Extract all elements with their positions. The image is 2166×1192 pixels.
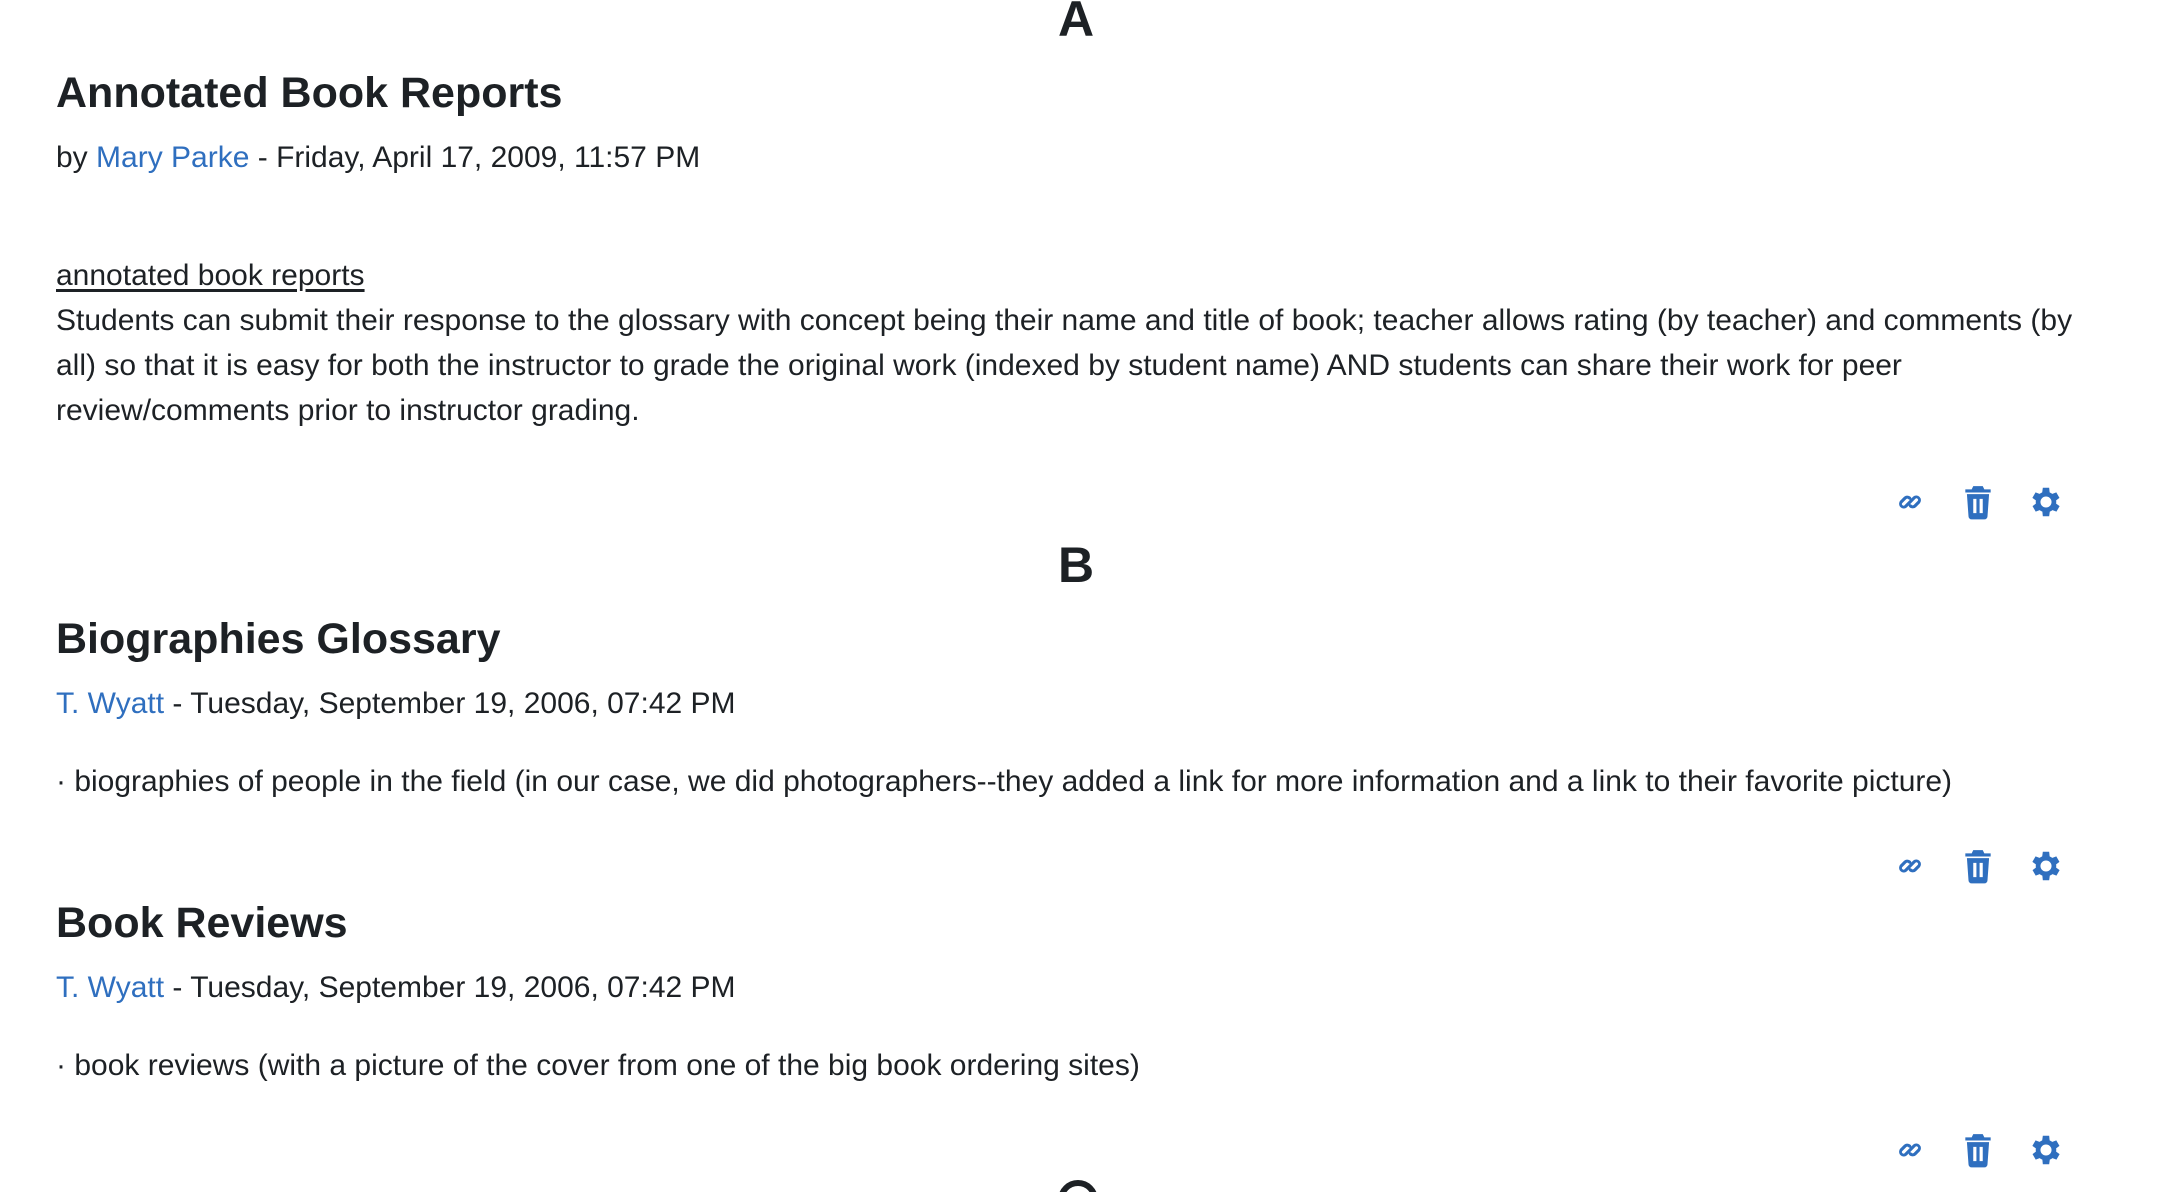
meta-separator: -: [164, 971, 191, 1004]
trash-icon: [1959, 847, 1997, 885]
edit-button[interactable]: [2024, 1130, 2068, 1170]
edit-button[interactable]: [2024, 846, 2068, 886]
entry-actions: [1888, 482, 2068, 522]
entry-body: [56, 759, 2106, 804]
permalink-button[interactable]: [1888, 482, 1932, 522]
gear-icon: [2027, 847, 2065, 885]
delete-button[interactable]: [1956, 482, 2000, 522]
by-prefix: by: [56, 141, 88, 174]
meta-separator: -: [164, 687, 191, 720]
delete-button[interactable]: [1956, 1130, 2000, 1170]
entry-actions: [1888, 846, 2068, 886]
gear-icon: [2027, 1131, 2065, 1169]
trash-icon: [1959, 1131, 1997, 1169]
entry-date: Tuesday, September 19, 2006, 07:42 PM: [190, 971, 736, 1004]
glossary-entry: [56, 615, 2106, 804]
concept-link[interactable]: annotated book reports: [56, 259, 365, 292]
entry-actions: [1888, 1130, 2068, 1170]
entry-date: Friday, April 17, 2009, 11:57 PM: [276, 141, 701, 174]
entry-meta: [56, 143, 2106, 173]
link-icon: [1891, 847, 1929, 885]
permalink-button[interactable]: [1888, 1130, 1932, 1170]
entry-date: Tuesday, September 19, 2006, 07:42 PM: [190, 687, 736, 720]
entry-title: Book Reviews: [56, 899, 348, 947]
author-link[interactable]: Mary Parke: [96, 141, 250, 174]
entry-text: · biographies of people in the field (in our case, we did photographers--they added a link for more information and a link to their favorite picture): [56, 765, 1953, 798]
letter-heading-a: A: [1057, 0, 1095, 47]
entry-title: Biographies Glossary: [56, 615, 501, 663]
entry-title: Annotated Book Reports: [56, 69, 563, 117]
glossary-entry: [56, 899, 2106, 1088]
glossary-entry: [56, 69, 2106, 433]
entry-body: [56, 1043, 2106, 1088]
entry-meta: [56, 689, 2106, 719]
letter-heading-b: B: [1057, 537, 1095, 593]
gear-icon: [2027, 483, 2065, 521]
edit-button[interactable]: [2024, 482, 2068, 522]
trash-icon: [1959, 483, 1997, 521]
delete-button[interactable]: [1956, 846, 2000, 886]
link-icon: [1891, 483, 1929, 521]
author-link[interactable]: T. Wyatt: [56, 971, 165, 1004]
entry-meta: [56, 973, 2106, 1003]
entry-text: Students can submit their response to the glossary with concept being their name and title of book; teacher allows rating (by teacher) and comments (by all) so that it is easy for both the instructor to grade the original work (indexed by student name) AND students can share their work for peer review/comments prior to instructor grading.: [56, 304, 2073, 427]
entry-text: · book reviews (with a picture of the cover from one of the big book ordering sites): [56, 1049, 1140, 1082]
entry-body: [56, 253, 2106, 433]
author-link[interactable]: T. Wyatt: [56, 687, 165, 720]
link-icon: [1891, 1131, 1929, 1169]
letter-heading-c-partial: [1058, 1180, 1098, 1192]
meta-separator: -: [249, 141, 277, 174]
permalink-button[interactable]: [1888, 846, 1932, 886]
